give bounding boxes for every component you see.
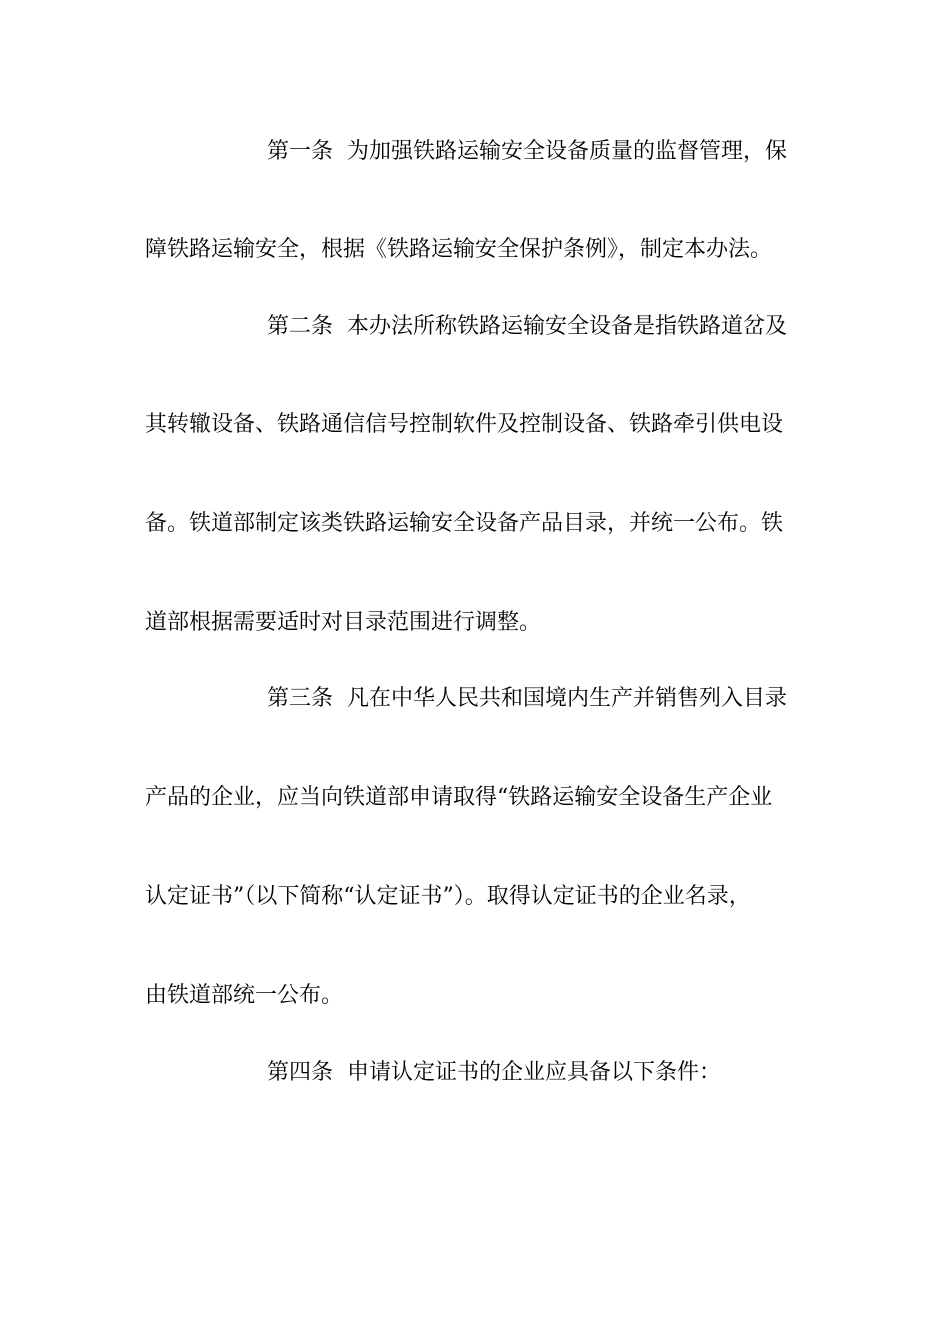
article-2-line-3: 备。铁道部制定该类铁路运输安全设备产品目录，并统一公布。铁 — [145, 511, 784, 536]
article-1-line-2: 障铁路运输安全，根据《铁路运输安全保护条例》，制定本办法。 — [145, 237, 773, 262]
article-2-line-1 — [267, 312, 807, 342]
article-2-text-1: 本办法所称铁路运输安全设备是指铁路道岔及 — [347, 314, 788, 339]
article-2-label: 第二条 — [267, 314, 334, 339]
article-4-text-1: 申请认定证书的企业应具备以下条件： — [347, 1060, 722, 1085]
article-3-label: 第三条 — [267, 686, 334, 711]
article-3-text-1: 凡在中华人民共和国境内生产并销售列入目录 — [347, 686, 788, 711]
article-3-line-4: 由铁道部统一公布。 — [145, 983, 344, 1008]
article-1-text-1: 为加强铁路运输安全设备质量的监督管理，保 — [347, 139, 788, 164]
article-3-line-3: 认定证书”（以下简称“认定证书”）。取得认定证书的企业名录， — [145, 884, 751, 909]
article-3-line-1 — [267, 684, 807, 714]
article-3-line-2: 产品的企业，应当向铁道部申请取得“铁路运输安全设备生产企业 — [145, 785, 773, 810]
article-1-label: 第一条 — [267, 139, 334, 164]
article-4-label: 第四条 — [267, 1060, 334, 1085]
article-1-line-1 — [267, 137, 807, 167]
article-2-line-4: 道部根据需要适时对目录范围进行调整。 — [145, 610, 542, 635]
article-2-line-2: 其转辙设备、铁路通信信号控制软件及控制设备、铁路牵引供电设 — [145, 412, 784, 437]
article-4-line-1 — [267, 1058, 807, 1088]
